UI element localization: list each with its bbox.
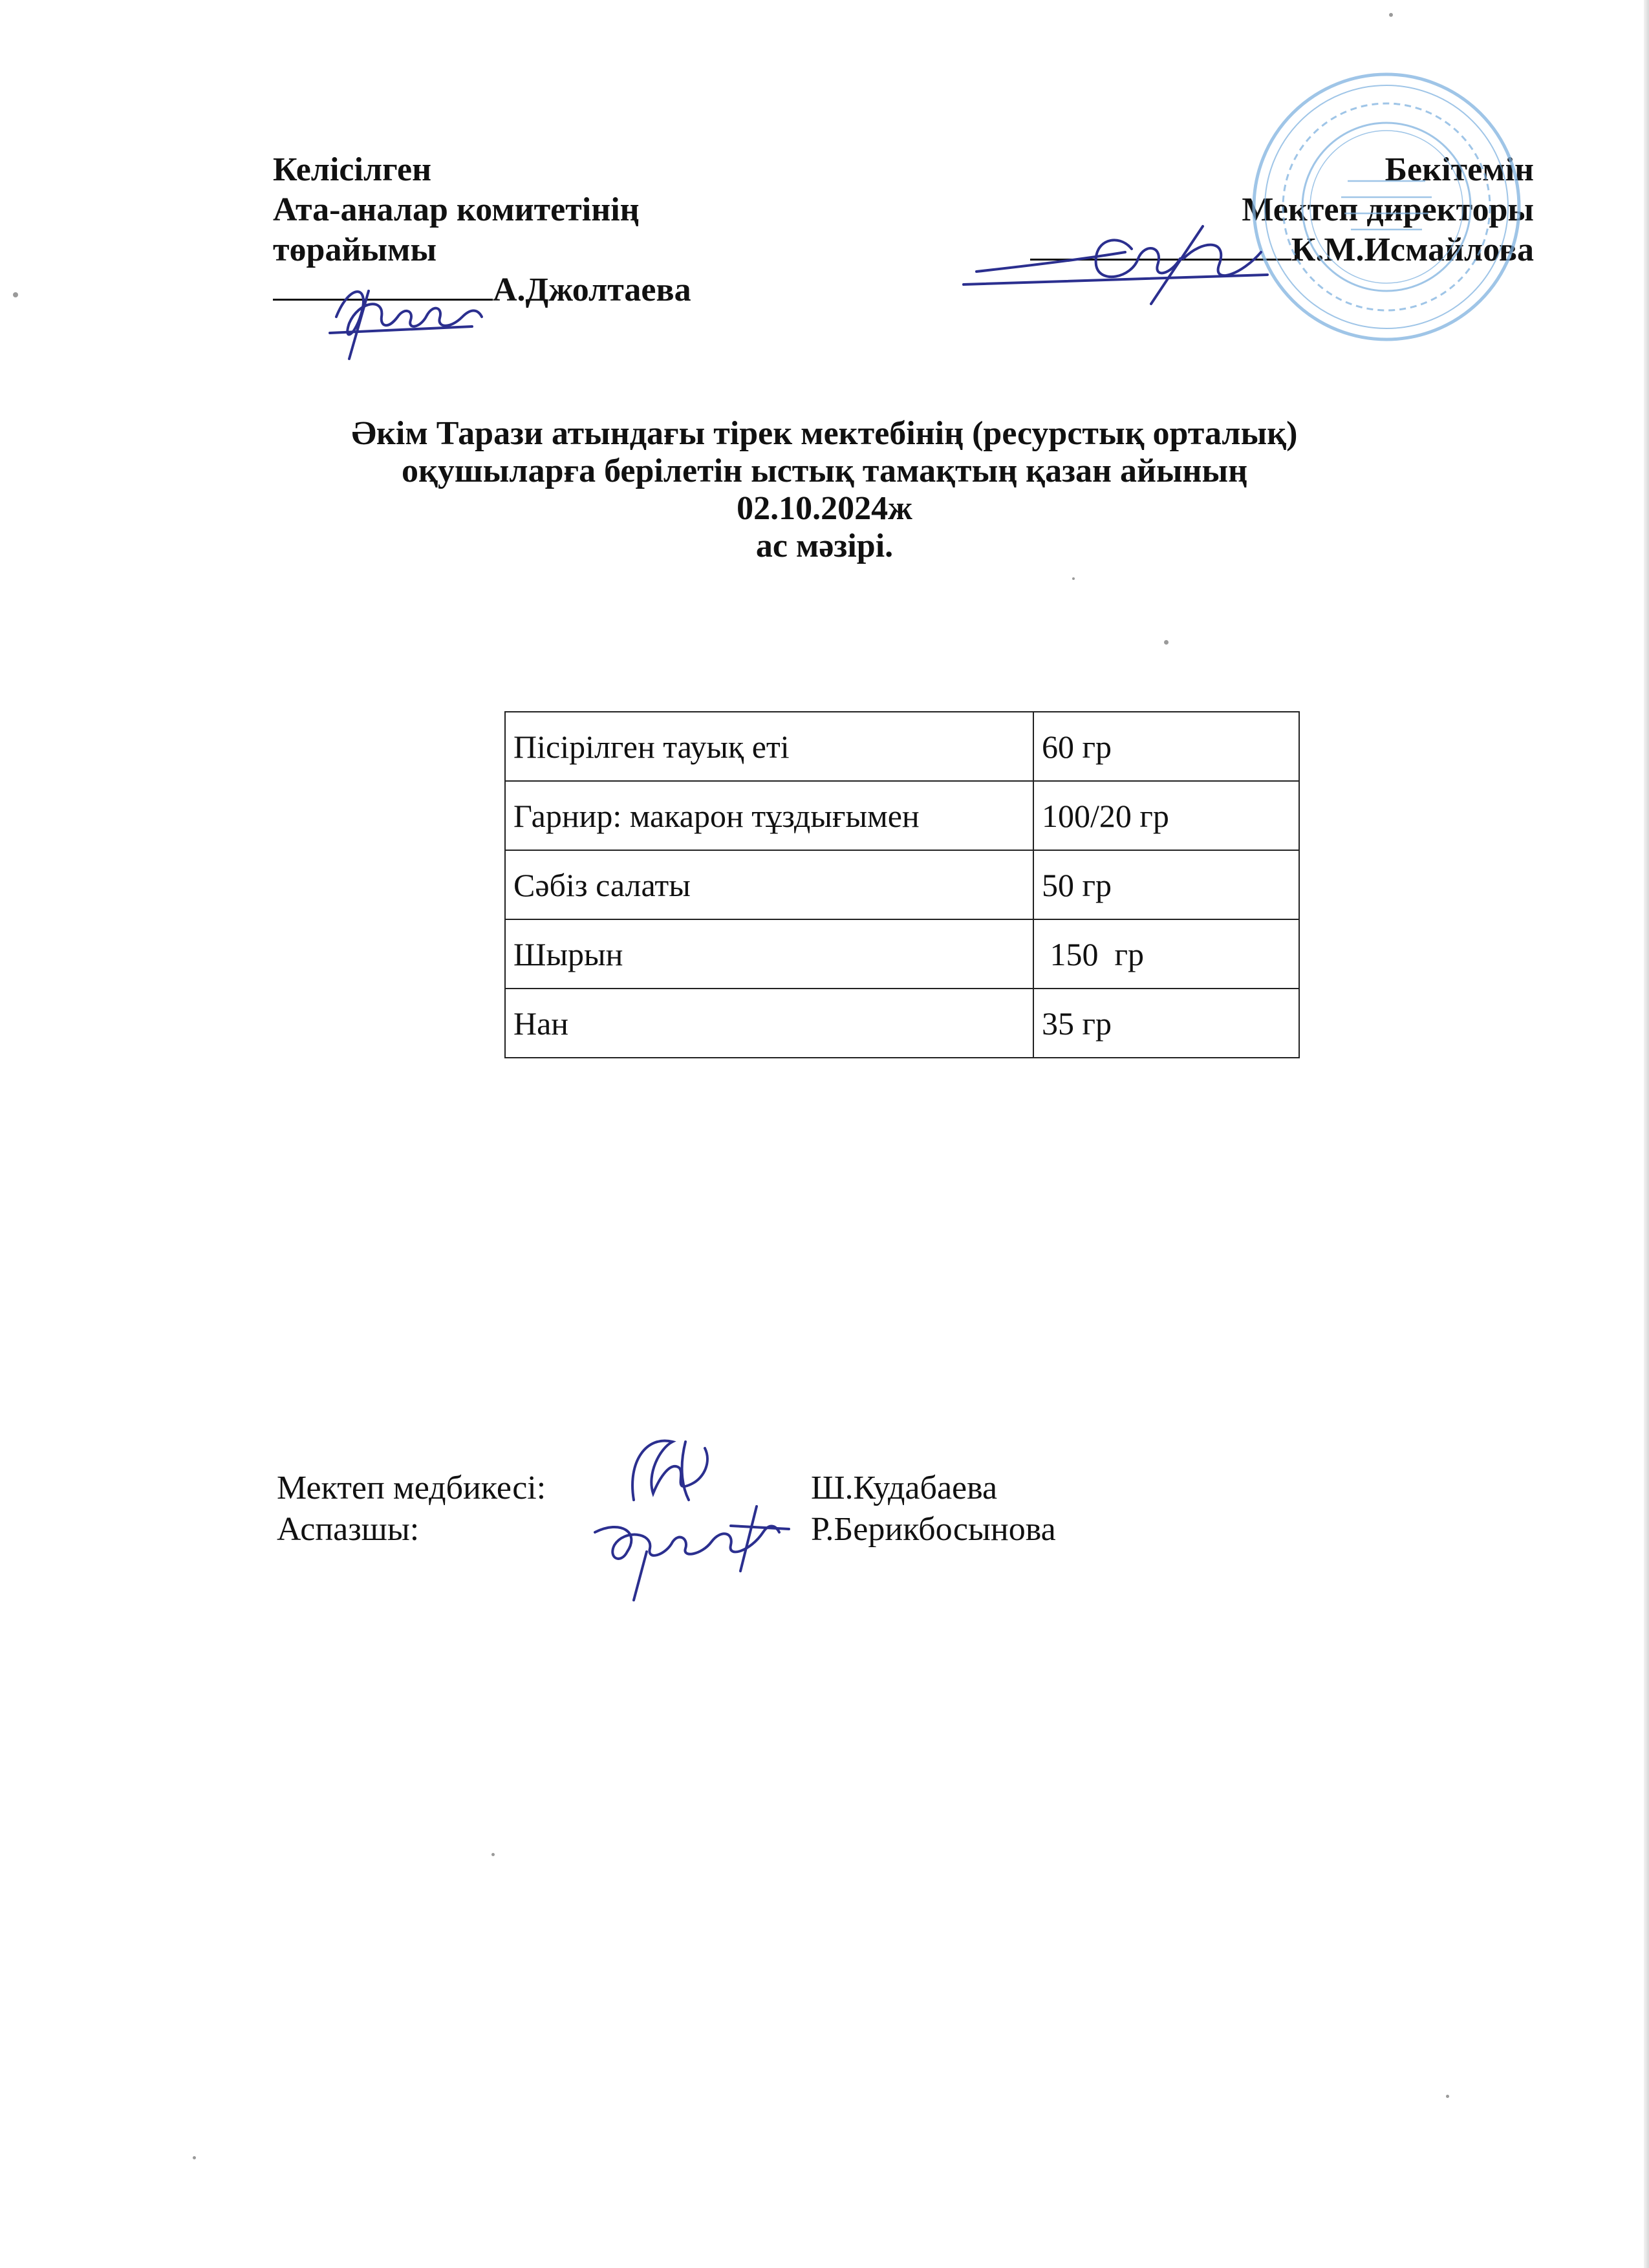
menu-item-name: Шырын — [505, 919, 1033, 989]
scan-speck — [1072, 577, 1075, 580]
nurse-role: Мектеп медбикесі: — [277, 1470, 546, 1506]
title-line-meal: оқушыларға берілетін ыстық тамақтың қазан айының — [401, 453, 1248, 489]
menu-item-name: Пісірілген тауық еті — [505, 712, 1033, 781]
table-row — [505, 712, 1299, 781]
table-row — [505, 919, 1299, 989]
nurse-name: Ш.Кудабаева — [811, 1470, 998, 1506]
menu-item-amount: 60 гр — [1033, 712, 1299, 781]
parents-committee-label: Ата-аналар комитетінің — [273, 191, 640, 228]
scan-speck — [1389, 13, 1393, 17]
menu-item-amount: 150 гр — [1033, 919, 1299, 989]
chairwoman-label: төрайымы — [273, 231, 437, 268]
menu-item-name: Сәбіз салаты — [505, 850, 1033, 919]
title-line-date: 02.10.2024ж — [737, 490, 912, 527]
agreed-label: Келісілген — [273, 151, 432, 188]
title-line-menu: ас мәзірі. — [755, 528, 894, 564]
menu-item-name: Гарнир: макарон тұздығымен — [505, 781, 1033, 850]
menu-item-amount: 35 гр — [1033, 989, 1299, 1058]
school-seal-stamp-icon — [1244, 65, 1529, 349]
scan-speck — [491, 1853, 495, 1856]
menu-item-name: Нан — [505, 989, 1033, 1058]
scan-speck — [193, 2156, 196, 2159]
scan-speck — [1164, 640, 1169, 645]
menu-item-amount: 50 гр — [1033, 850, 1299, 919]
table-row — [505, 850, 1299, 919]
cook-role: Аспазшы: — [277, 1511, 420, 1548]
director-name: К.М.Исмайлова — [1291, 231, 1534, 268]
chairwoman-name: А.Джолтаева — [493, 272, 691, 308]
cook-signature-icon — [582, 1493, 802, 1603]
document-title — [0, 415, 1649, 565]
director-label: Мектеп директоры — [1242, 191, 1534, 228]
scan-edge — [1644, 0, 1649, 2268]
title-line-school: Әкім Тарази атындағы тірек мектебінің (ресурстық орталық) — [351, 415, 1298, 452]
nurse-signature-icon — [608, 1422, 737, 1519]
approved-label: Бекітемін — [1385, 151, 1534, 188]
menu-item-amount: 100/20 гр — [1033, 781, 1299, 850]
table-row — [505, 989, 1299, 1058]
table-row — [505, 781, 1299, 850]
scan-speck — [1446, 2095, 1449, 2098]
scan-speck — [13, 292, 18, 297]
signature-line — [273, 273, 493, 301]
chairwoman-signature-row — [273, 270, 691, 310]
approval-block-left — [273, 150, 691, 310]
cook-name: Р.Берикбосынова — [811, 1511, 1056, 1548]
menu-table — [504, 711, 1300, 1058]
